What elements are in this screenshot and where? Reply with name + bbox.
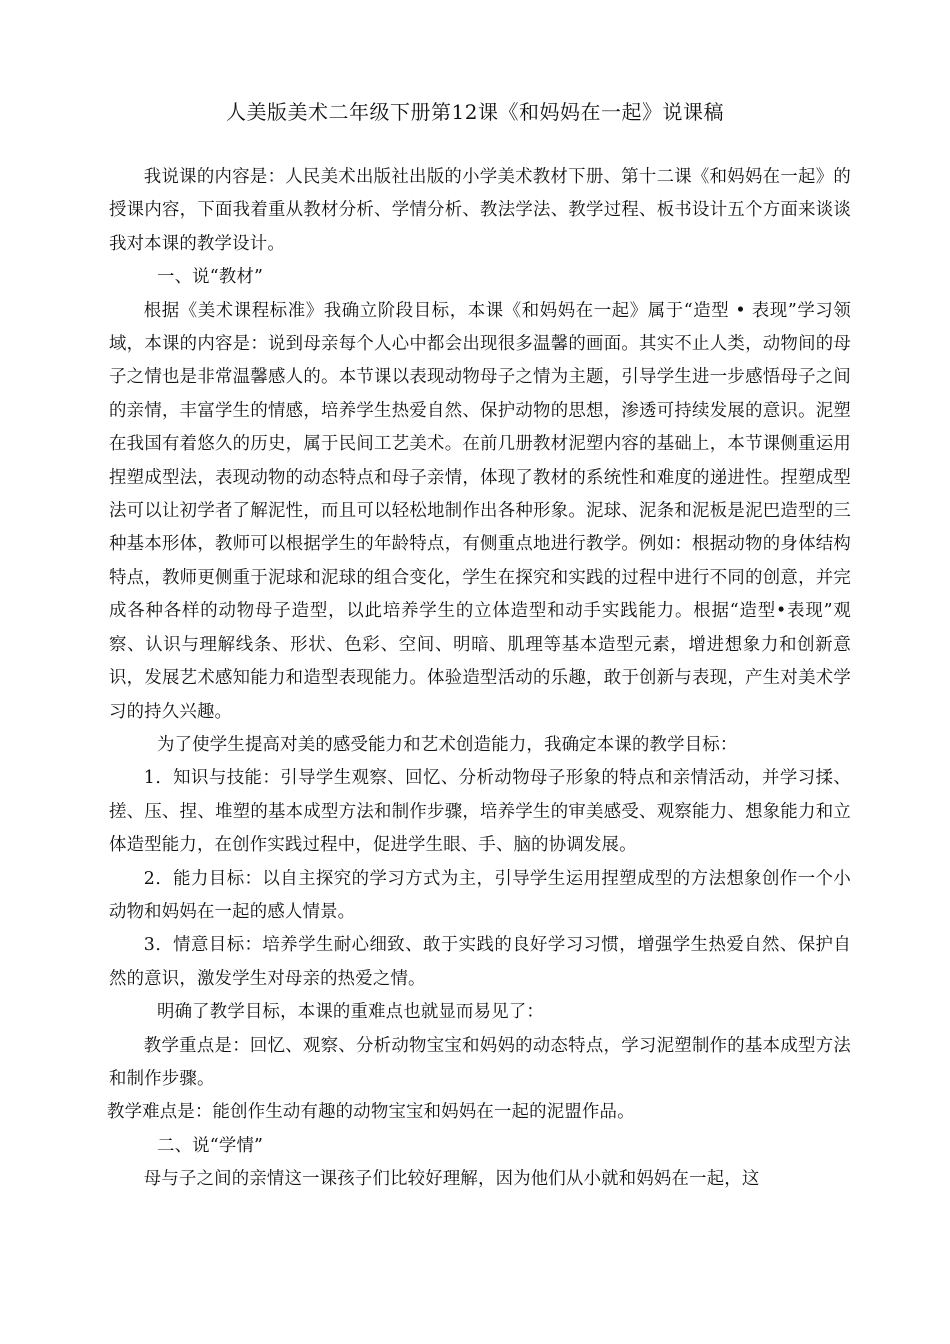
paragraph-key-points-intro: 明确了教学目标，本课的重难点也就显而易见了： <box>157 1002 544 1023</box>
paragraph-goal-ability: 2．能力目标：以自主探究的学习方式为主，引导学生运用捏塑成型的方法想象创作一个小动物和妈妈在一起的感人情景。 <box>109 868 851 922</box>
section-heading-students: 二、说“学情” <box>157 1135 264 1156</box>
paragraph-goals-intro: 为了使学生提高对美的感受能力和艺术创造能力，我确定本课的教学目标： <box>157 734 738 755</box>
paragraph-key-point: 教学重点是：回忆、观察、分析动物宝宝和妈妈的动态特点，学习泥塑制作的基本成型方法和制作步骤。 <box>109 1035 851 1089</box>
paragraph-goal-emotion: 3．情意目标：培养学生耐心细致、敢于实践的良好学习习惯，增强学生热爱自然、保护自然的意识，激发学生对母亲的热爱之情。 <box>109 935 851 989</box>
paragraph-goal-knowledge: 1．知识与技能：引导学生观察、回忆、分析动物母子形象的特点和亲情活动，并学习揉、搓、压、捏、堆塑的基本成型方法和制作步骤，培养学生的审美感受、观察能力、想象能力和立体造型能力，在创作实践过程中，促进学生眼、手、脑的协调发展。 <box>109 768 851 856</box>
document-body <box>109 161 851 1197</box>
section-heading-textbook: 一、说“教材” <box>157 267 264 288</box>
document-title: 人美版美术二年级下册第12课《和妈妈在一起》说课稿 <box>226 100 724 124</box>
paragraph-textbook-analysis: 根据《美术课程标准》我确立阶段目标，本课《和妈妈在一起》属于“造型 • 表现”学习领域，本课的内容是：说到母亲每个人心中都会出现很多温馨的画面。其实不止人类，动物间的母子之情也是非常温馨感人的。本节课以表现动物母子之情为主题，引导学生进一步感悟母子之间的亲情，丰富学生的情感，培养学生热爱自然、保护动物的思想，渗透可持续发展的意识。泥塑在我国有着悠久的历史，属于民间工艺美术。在前几册教材泥塑内容的基础上，本节课侧重运用捏塑成型法，表现动物的动态特点和母子亲情，体现了教材的系统性和难度的递进性。捏塑成型法可以让初学者了解泥性，而且可以轻松地制作出各种形象。泥球、泥条和泥板是泥巴造型的三种基本形体，教师可以根据学生的年龄特点，有侧重点地进行教学。例如：根据动物的身体结构特点，教师更侧重于泥球和泥球的组合变化，学生在探究和实践的过程中进行不同的创意，并完成各种各样的动物母子造型，以此培养学生的立体造型和动手实践能力。根据“造型•表现”观察、认识与理解线条、形状、色彩、空间、明暗、肌理等基本造型元素，增进想象力和创新意识，发展艺术感知能力和造型表现能力。体验造型活动的乐趣，敢于创新与表现，产生对美术学习的持久兴趣。 <box>109 300 851 722</box>
paragraph-student-analysis: 母与子之间的亲情这一课孩子们比较好理解，因为他们从小就和妈妈在一起，这 <box>143 1169 760 1190</box>
paragraph-intro: 我说课的内容是：人民美术出版社出版的小学美术教材下册、第十二课《和妈妈在一起》的授课内容，下面我着重从教材分析、学情分析、教法学法、教学过程、板书设计五个方面来谈谈我对本课的教学设计。 <box>109 167 851 254</box>
paragraph-difficult-point: 教学难点是：能创作生动有趣的动物宝宝和妈妈在一起的泥盟作品。 <box>107 1102 635 1123</box>
